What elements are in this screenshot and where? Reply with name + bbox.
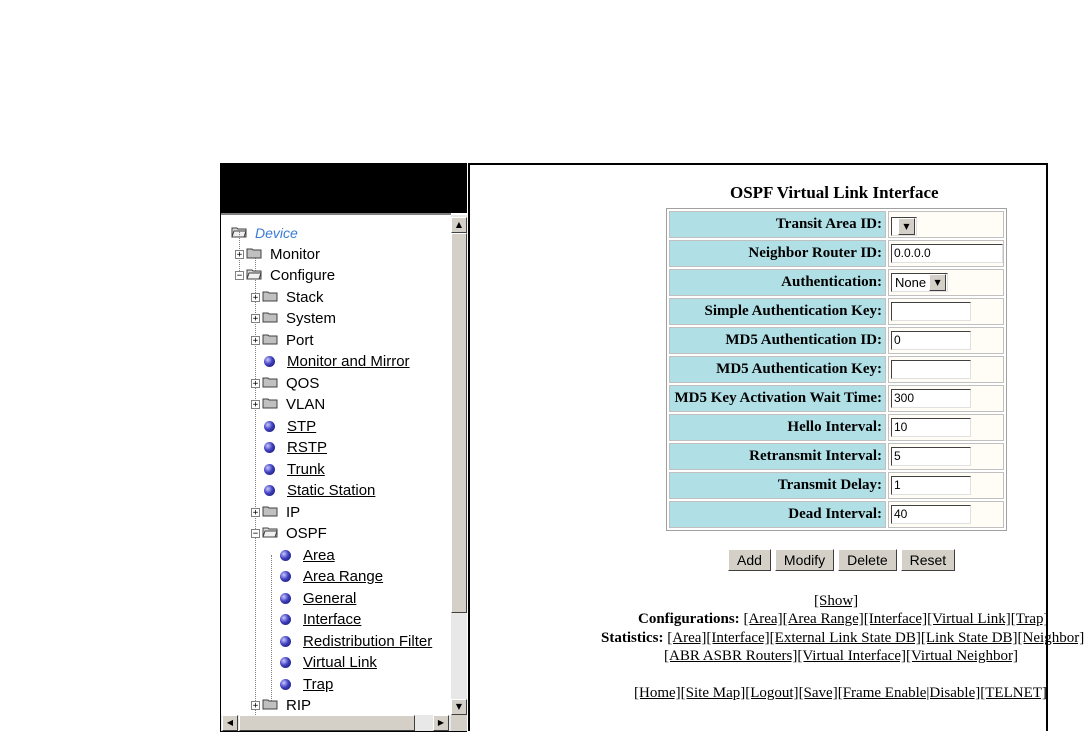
tree-item-qos[interactable] [251, 373, 319, 393]
footer-save-link[interactable]: [Save] [798, 685, 838, 701]
delete-button[interactable]: Delete [838, 549, 896, 571]
stats-virtual-neighbor-link[interactable]: [Virtual Neighbor] [905, 648, 1018, 664]
simple-authentication-key-input[interactable] [891, 302, 971, 321]
form-row [669, 211, 1004, 238]
tree-item-label[interactable]: Area Range [303, 568, 384, 585]
tree-item-system[interactable] [251, 309, 336, 329]
tree-item-vlan[interactable] [251, 395, 325, 415]
tree-item-static-station[interactable] [251, 481, 375, 501]
form-row [669, 240, 1004, 267]
statistics-nav [601, 630, 1084, 647]
md5-key-activation-wait-time-cell [888, 385, 1004, 412]
show-line [814, 593, 858, 610]
tree-vertical-scrollbar[interactable] [451, 215, 467, 715]
tree-item-label[interactable]: Interface [303, 611, 362, 628]
expand-icon[interactable]: + [252, 335, 259, 346]
tree-item-monitor-and-mirror[interactable] [251, 352, 410, 372]
collapse-icon[interactable]: − [236, 271, 243, 281]
bullet-icon [280, 593, 291, 604]
collapse-icon[interactable]: − [252, 529, 259, 539]
form-row [669, 327, 1004, 354]
footer-nav [634, 685, 1047, 702]
scrollbar-corner [451, 715, 467, 731]
form-row [669, 414, 1004, 441]
expand-icon[interactable]: + [252, 507, 259, 518]
hello-interval-input[interactable]: 10 [891, 418, 971, 437]
tree-item-label[interactable]: Monitor and Mirror [287, 353, 410, 370]
tree-item-label[interactable]: Area [303, 546, 335, 564]
form-row [669, 298, 1004, 325]
tree-item-monitor[interactable] [235, 244, 320, 264]
expand-icon[interactable]: + [252, 314, 259, 324]
transit-area-id-label: Transit Area ID: [669, 211, 886, 238]
stats-abr-asbr-routers-link[interactable]: [ABR ASBR Routers] [664, 648, 798, 664]
form-row [669, 501, 1004, 528]
show-link[interactable]: [Show] [814, 593, 859, 609]
folder-icon [262, 396, 286, 413]
dead-interval-cell [888, 501, 1004, 528]
expand-icon[interactable]: + [236, 249, 243, 260]
authentication-cell [888, 269, 1004, 296]
tree-item-label[interactable]: QOS [286, 374, 320, 392]
tree-item-label[interactable]: RSTP [287, 439, 328, 456]
form-row [669, 385, 1004, 412]
content-frame [468, 163, 1084, 731]
transmit-delay-input[interactable]: 1 [891, 476, 971, 495]
md5-key-activation-wait-time-input[interactable]: 300 [891, 389, 971, 408]
stats-virtual-interface-link[interactable]: [Virtual Interface] [797, 648, 906, 664]
tree-item-stack[interactable] [251, 287, 324, 307]
tree-item-label[interactable]: STP [287, 417, 317, 435]
md5-key-activation-wait-time-label: MD5 Key Activation Wait Time: [669, 385, 886, 412]
tree-item-label[interactable]: Redistribution Filter [303, 632, 433, 650]
configurations-label: Configurations: [638, 611, 740, 627]
hello-interval-label: Hello Interval: [669, 414, 886, 441]
expand-icon[interactable]: + [252, 400, 259, 410]
tree-item-rip[interactable] [251, 696, 311, 716]
folder-icon [262, 504, 286, 521]
retransmit-interval-cell [888, 443, 1004, 470]
tree-item-label[interactable]: RIP [286, 697, 312, 714]
tree-item-area-range[interactable] [267, 567, 383, 587]
tree-item-label[interactable]: System [286, 310, 337, 327]
stats-interface-link[interactable]: [Interface] [706, 630, 770, 646]
tree-item-label[interactable]: General [303, 589, 357, 607]
banner [221, 163, 467, 213]
config-area-range-link[interactable]: [Area Range] [782, 611, 864, 627]
statistics-nav-continued [664, 648, 1018, 665]
tree-item-ip[interactable] [251, 502, 300, 522]
footer-home-link[interactable]: [Home] [634, 685, 681, 701]
config-trap-link[interactable]: [Trap] [1010, 611, 1049, 627]
stats-neighbor-link[interactable]: [Neighbor] [1017, 630, 1084, 646]
scroll-down-icon[interactable]: ▼ [451, 699, 467, 715]
form-buttons [728, 549, 955, 571]
navigation-frame [220, 163, 467, 732]
tree-item-stp[interactable] [251, 416, 316, 436]
form-row [669, 269, 1004, 296]
horizontal-scroll-thumb[interactable] [239, 715, 415, 731]
authentication-select[interactable] [891, 273, 948, 292]
footer-site-map-link[interactable]: [Site Map] [680, 685, 746, 701]
chevron-down-icon[interactable]: ▼ [898, 218, 915, 235]
footer-telnet-link[interactable]: [TELNET] [980, 685, 1047, 701]
transmit-delay-label: Transmit Delay: [669, 472, 886, 499]
open-folder-icon [231, 225, 255, 242]
open-folder-icon [246, 267, 270, 284]
transmit-delay-cell [888, 472, 1004, 499]
navigation-tree [221, 213, 451, 717]
retransmit-interval-input[interactable]: 5 [891, 447, 971, 466]
expand-icon[interactable]: + [252, 378, 259, 389]
tree-item-label[interactable]: Monitor [270, 245, 321, 263]
tree-item-label[interactable]: Static Station [287, 482, 376, 499]
tree-item-rstp[interactable] [251, 438, 327, 458]
tree-item-configure[interactable] [235, 266, 335, 286]
neighbor-router-id-cell [888, 240, 1004, 267]
tree-item-redistribution-filter[interactable] [267, 631, 432, 651]
config-area-link[interactable]: [Area] [743, 611, 783, 627]
tree-item-ospf[interactable] [251, 524, 327, 544]
tree-item-label[interactable]: Port [286, 331, 314, 349]
dead-interval-input[interactable]: 40 [891, 505, 971, 524]
md5-authentication-key-input[interactable] [891, 360, 971, 379]
tree-item-label[interactable]: OSPF [286, 525, 327, 542]
transit-area-id-select[interactable] [891, 217, 917, 236]
bullet-icon [280, 679, 291, 690]
chevron-down-icon[interactable]: ▼ [929, 274, 946, 291]
bullet-icon [280, 636, 291, 647]
bullet-icon [280, 571, 291, 582]
bullet-icon [280, 657, 291, 668]
configurations-nav [638, 611, 1049, 628]
reset-button[interactable]: Reset [901, 549, 956, 571]
tree-item-virtual-link[interactable] [267, 653, 377, 673]
tree-item-label[interactable]: Trunk [287, 460, 325, 478]
tree-item-port[interactable] [251, 330, 314, 350]
scroll-up-icon[interactable]: ▲ [451, 217, 467, 233]
md5-authentication-key-label: MD5 Authentication Key: [669, 356, 886, 383]
tree-item-interface[interactable] [267, 610, 361, 630]
folder-icon [262, 289, 286, 306]
open-folder-icon [262, 525, 286, 542]
stats-area-link[interactable]: [Area] [667, 630, 707, 646]
scroll-right-icon[interactable]: ▶ [433, 715, 449, 731]
tree-root-device[interactable] [231, 223, 298, 243]
neighbor-router-id-input[interactable]: 0.0.0.0 [891, 244, 1003, 263]
footer-logout-link[interactable]: [Logout] [745, 685, 799, 701]
scroll-left-icon[interactable]: ◀ [222, 715, 238, 731]
tree-item-label[interactable]: Trap [303, 675, 334, 693]
folder-icon [262, 310, 286, 327]
expand-icon[interactable]: + [252, 701, 259, 711]
folder-icon [246, 246, 270, 263]
bullet-icon [264, 356, 275, 367]
retransmit-interval-label: Retransmit Interval: [669, 443, 886, 470]
tree-item-label[interactable]: Configure [270, 267, 336, 284]
stats-external-link-state-db-link[interactable]: [External Link State DB] [769, 630, 921, 646]
tree-horizontal-scrollbar[interactable] [221, 715, 451, 731]
footer-frame-enable-disable-link[interactable]: [Frame Enable|Disable] [837, 685, 981, 701]
folder-icon [262, 332, 286, 349]
md5-authentication-id-cell [888, 327, 1004, 354]
tree-item-trap[interactable] [267, 674, 333, 694]
modify-button[interactable]: Modify [775, 549, 834, 571]
tree-item-label[interactable]: VLAN [286, 396, 326, 413]
config-interface-link[interactable]: [Interface] [863, 611, 928, 627]
tree-item-label[interactable]: IP [286, 503, 301, 521]
ospf-virtual-link-form [666, 208, 1007, 531]
expand-icon[interactable]: + [252, 292, 259, 303]
dead-interval-label: Dead Interval: [669, 501, 886, 528]
md5-authentication-key-cell [888, 356, 1004, 383]
hello-interval-cell [888, 414, 1004, 441]
statistics-label: Statistics: [601, 630, 664, 646]
folder-icon [262, 375, 286, 392]
tree-item-label[interactable]: Virtual Link [303, 654, 377, 671]
md5-authentication-id-label: MD5 Authentication ID: [669, 327, 886, 354]
tree-root-label[interactable]: Device [255, 225, 298, 241]
simple-authentication-key-cell [888, 298, 1004, 325]
tree-item-label[interactable]: Stack [286, 288, 324, 306]
vertical-scroll-thumb[interactable] [451, 233, 467, 613]
transit-area-id-cell [888, 211, 1004, 238]
tree-item-area[interactable] [267, 545, 335, 565]
neighbor-router-id-label: Neighbor Router ID: [669, 240, 886, 267]
bullet-icon [264, 485, 275, 496]
select-value: None [895, 275, 927, 290]
page-title: OSPF Virtual Link Interface [730, 183, 939, 202]
bullet-icon [264, 442, 275, 453]
simple-authentication-key-label: Simple Authentication Key: [669, 298, 886, 325]
bullet-icon [264, 464, 275, 475]
form-row [669, 472, 1004, 499]
tree-item-general[interactable] [267, 588, 356, 608]
bullet-icon [280, 550, 291, 561]
tree-item-trunk[interactable] [251, 459, 325, 479]
authentication-label: Authentication: [669, 269, 886, 296]
add-button[interactable]: Add [728, 549, 771, 571]
md5-authentication-id-input[interactable]: 0 [891, 331, 971, 350]
stats-link-state-db-link[interactable]: [Link State DB] [920, 630, 1018, 646]
form-row [669, 443, 1004, 470]
form-row [669, 356, 1004, 383]
config-virtual-link-link[interactable]: [Virtual Link] [927, 611, 1011, 627]
bullet-icon [264, 421, 275, 432]
folder-icon [262, 697, 286, 714]
bullet-icon [280, 614, 291, 625]
